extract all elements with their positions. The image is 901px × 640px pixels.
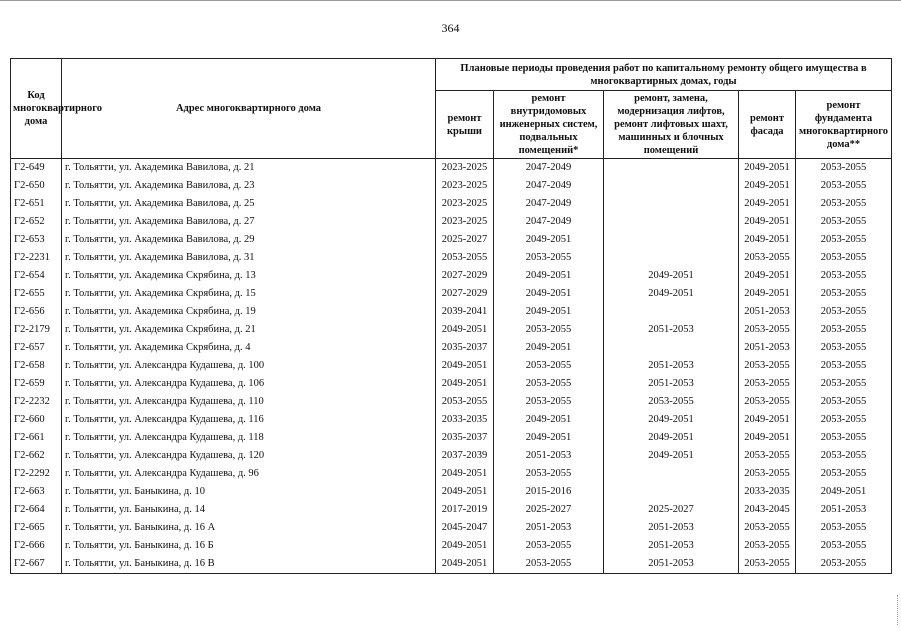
- cell-roof-period: 2035-2037: [436, 339, 494, 357]
- cell-address: г. Тольятти, ул. Александра Кудашева, д. 118: [62, 429, 436, 447]
- cell-engineering-period: 2047-2049: [494, 159, 604, 178]
- header-planned-periods: Плановые периоды проведения работ по капитальному ремонту общего имущества в многоквартирных домах, годы: [436, 59, 892, 91]
- cell-engineering-period: 2049-2051: [494, 231, 604, 249]
- cell-facade-period: 2051-2053: [739, 303, 796, 321]
- cell-engineering-period: 2053-2055: [494, 375, 604, 393]
- table-row: [11, 303, 892, 321]
- cell-address: г. Тольятти, ул. Александра Кудашева, д. 116: [62, 411, 436, 429]
- cell-engineering-period: 2047-2049: [494, 177, 604, 195]
- cell-engineering-period: 2049-2051: [494, 285, 604, 303]
- table-row: [11, 195, 892, 213]
- cell-facade-period: 2049-2051: [739, 285, 796, 303]
- cell-address: г. Тольятти, ул. Баныкина, д. 10: [62, 483, 436, 501]
- cell-facade-period: 2053-2055: [739, 537, 796, 555]
- table-header: [11, 59, 892, 159]
- table-row: [11, 267, 892, 285]
- cell-roof-period: 2023-2025: [436, 213, 494, 231]
- cell-engineering-period: 2051-2053: [494, 447, 604, 465]
- table-row: [11, 393, 892, 411]
- table-row: [11, 177, 892, 195]
- table-row: [11, 213, 892, 231]
- cell-address: г. Тольятти, ул. Александра Кудашева, д. 100: [62, 357, 436, 375]
- cell-code: Г2-667: [11, 555, 62, 574]
- cell-facade-period: 2053-2055: [739, 555, 796, 574]
- cell-roof-period: 2053-2055: [436, 393, 494, 411]
- cell-roof-period: 2025-2027: [436, 231, 494, 249]
- cell-lift-period: 2051-2053: [604, 555, 739, 574]
- cell-foundation-period: 2053-2055: [796, 537, 892, 555]
- cell-engineering-period: 2049-2051: [494, 411, 604, 429]
- cell-lift-period: [604, 465, 739, 483]
- header-code: Код многоквартирного дома: [11, 59, 62, 159]
- cell-foundation-period: 2053-2055: [796, 249, 892, 267]
- cell-foundation-period: 2053-2055: [796, 285, 892, 303]
- cell-engineering-period: 2049-2051: [494, 303, 604, 321]
- cell-address: г. Тольятти, ул. Академика Вавилова, д. 21: [62, 159, 436, 178]
- cell-roof-period: 2033-2035: [436, 411, 494, 429]
- cell-foundation-period: 2053-2055: [796, 519, 892, 537]
- cell-engineering-period: 2053-2055: [494, 321, 604, 339]
- cell-address: г. Тольятти, ул. Академика Вавилова, д. 27: [62, 213, 436, 231]
- cell-foundation-period: 2053-2055: [796, 267, 892, 285]
- cell-roof-period: 2039-2041: [436, 303, 494, 321]
- cell-lift-period: 2049-2051: [604, 411, 739, 429]
- cell-address: г. Тольятти, ул. Академика Вавилова, д. 31: [62, 249, 436, 267]
- cell-engineering-period: 2025-2027: [494, 501, 604, 519]
- cell-foundation-period: 2053-2055: [796, 159, 892, 178]
- cell-engineering-period: 2047-2049: [494, 213, 604, 231]
- cell-facade-period: 2049-2051: [739, 429, 796, 447]
- page-number: 364: [441, 21, 460, 35]
- cell-code: Г2-650: [11, 177, 62, 195]
- cell-facade-period: 2043-2045: [739, 501, 796, 519]
- cell-code: Г2-666: [11, 537, 62, 555]
- cell-code: Г2-2231: [11, 249, 62, 267]
- cell-lift-period: 2049-2051: [604, 267, 739, 285]
- cell-address: г. Тольятти, ул. Академика Скрябина, д. 21: [62, 321, 436, 339]
- cell-engineering-period: 2053-2055: [494, 465, 604, 483]
- cell-engineering-period: 2047-2049: [494, 195, 604, 213]
- cell-code: Г2-652: [11, 213, 62, 231]
- cell-code: Г2-657: [11, 339, 62, 357]
- cell-code: Г2-662: [11, 447, 62, 465]
- cell-engineering-period: 2049-2051: [494, 267, 604, 285]
- cell-engineering-period: 2049-2051: [494, 429, 604, 447]
- table-body: [11, 159, 892, 574]
- cell-address: г. Тольятти, ул. Александра Кудашева, д. 96: [62, 465, 436, 483]
- cell-engineering-period: 2053-2055: [494, 537, 604, 555]
- cell-lift-period: 2049-2051: [604, 429, 739, 447]
- cell-foundation-period: 2053-2055: [796, 177, 892, 195]
- cell-facade-period: 2053-2055: [739, 375, 796, 393]
- cell-facade-period: 2049-2051: [739, 213, 796, 231]
- cell-foundation-period: 2053-2055: [796, 429, 892, 447]
- table-row: [11, 537, 892, 555]
- cell-code: Г2-2232: [11, 393, 62, 411]
- table-row: [11, 501, 892, 519]
- cell-lift-period: 2051-2053: [604, 537, 739, 555]
- table-row: [11, 519, 892, 537]
- cell-foundation-period: 2053-2055: [796, 375, 892, 393]
- table-row: [11, 231, 892, 249]
- cell-roof-period: 2049-2051: [436, 375, 494, 393]
- cell-facade-period: 2053-2055: [739, 393, 796, 411]
- cell-code: Г2-659: [11, 375, 62, 393]
- top-rule: [0, 0, 901, 1]
- cell-foundation-period: 2053-2055: [796, 393, 892, 411]
- cell-address: г. Тольятти, ул. Академика Вавилова, д. 25: [62, 195, 436, 213]
- cell-facade-period: 2049-2051: [739, 195, 796, 213]
- cell-foundation-period: 2053-2055: [796, 303, 892, 321]
- cell-roof-period: 2049-2051: [436, 555, 494, 574]
- cell-lift-period: 2025-2027: [604, 501, 739, 519]
- cell-facade-period: 2053-2055: [739, 249, 796, 267]
- header-facade-repair: ремонт фасада: [739, 91, 796, 159]
- cell-roof-period: 2049-2051: [436, 537, 494, 555]
- cell-lift-period: [604, 303, 739, 321]
- cell-facade-period: 2049-2051: [739, 159, 796, 178]
- cell-code: Г2-658: [11, 357, 62, 375]
- cell-lift-period: [604, 339, 739, 357]
- cell-code: Г2-664: [11, 501, 62, 519]
- cell-facade-period: 2053-2055: [739, 519, 796, 537]
- table-row: [11, 159, 892, 178]
- table-row: [11, 411, 892, 429]
- cell-lift-period: [604, 213, 739, 231]
- header-roof-repair: ремонт крыши: [436, 91, 494, 159]
- table-row: [11, 555, 892, 574]
- cell-foundation-period: 2053-2055: [796, 339, 892, 357]
- cell-code: Г2-661: [11, 429, 62, 447]
- scan-edge-mark: [897, 595, 901, 625]
- table-row: [11, 321, 892, 339]
- capital-repair-schedule-table: [10, 58, 892, 574]
- cell-lift-period: [604, 177, 739, 195]
- cell-address: г. Тольятти, ул. Академика Вавилова, д. 23: [62, 177, 436, 195]
- cell-facade-period: 2049-2051: [739, 177, 796, 195]
- table-row: [11, 357, 892, 375]
- cell-roof-period: 2037-2039: [436, 447, 494, 465]
- table-row: [11, 285, 892, 303]
- cell-facade-period: 2053-2055: [739, 465, 796, 483]
- cell-lift-period: 2053-2055: [604, 393, 739, 411]
- cell-roof-period: 2023-2025: [436, 159, 494, 178]
- cell-address: г. Тольятти, ул. Баныкина, д. 16 А: [62, 519, 436, 537]
- header-lift-repair: ремонт, замена, модернизация лифтов, ремонт лифтовых шахт, машинных и блочных помещений: [604, 91, 739, 159]
- cell-lift-period: [604, 231, 739, 249]
- cell-engineering-period: 2049-2051: [494, 339, 604, 357]
- cell-lift-period: 2051-2053: [604, 357, 739, 375]
- cell-address: г. Тольятти, ул. Академика Скрябина, д. 13: [62, 267, 436, 285]
- cell-lift-period: 2051-2053: [604, 375, 739, 393]
- cell-lift-period: [604, 159, 739, 178]
- table-row: [11, 249, 892, 267]
- cell-code: Г2-651: [11, 195, 62, 213]
- cell-address: г. Тольятти, ул. Академика Вавилова, д. 29: [62, 231, 436, 249]
- cell-address: г. Тольятти, ул. Александра Кудашева, д. 110: [62, 393, 436, 411]
- cell-foundation-period: 2053-2055: [796, 195, 892, 213]
- cell-address: г. Тольятти, ул. Академика Скрябина, д. 15: [62, 285, 436, 303]
- cell-lift-period: [604, 195, 739, 213]
- cell-code: Г2-654: [11, 267, 62, 285]
- cell-lift-period: 2049-2051: [604, 447, 739, 465]
- cell-roof-period: 2049-2051: [436, 465, 494, 483]
- cell-address: г. Тольятти, ул. Баныкина, д. 14: [62, 501, 436, 519]
- cell-roof-period: 2045-2047: [436, 519, 494, 537]
- cell-engineering-period: 2015-2016: [494, 483, 604, 501]
- cell-code: Г2-653: [11, 231, 62, 249]
- cell-roof-period: 2049-2051: [436, 357, 494, 375]
- cell-facade-period: 2049-2051: [739, 411, 796, 429]
- cell-roof-period: 2027-2029: [436, 267, 494, 285]
- cell-foundation-period: 2053-2055: [796, 411, 892, 429]
- cell-foundation-period: 2049-2051: [796, 483, 892, 501]
- cell-facade-period: 2049-2051: [739, 267, 796, 285]
- cell-roof-period: 2053-2055: [436, 249, 494, 267]
- cell-code: Г2-663: [11, 483, 62, 501]
- cell-foundation-period: 2051-2053: [796, 501, 892, 519]
- cell-facade-period: 2033-2035: [739, 483, 796, 501]
- header-foundation-repair: ремонт фундамента многоквартирного дома**: [796, 91, 892, 159]
- cell-address: г. Тольятти, ул. Баныкина, д. 16 В: [62, 555, 436, 574]
- cell-foundation-period: 2053-2055: [796, 447, 892, 465]
- cell-foundation-period: 2053-2055: [796, 465, 892, 483]
- table-row: [11, 465, 892, 483]
- cell-address: г. Тольятти, ул. Академика Скрябина, д. 4: [62, 339, 436, 357]
- cell-facade-period: 2053-2055: [739, 321, 796, 339]
- cell-foundation-period: 2053-2055: [796, 555, 892, 574]
- cell-roof-period: 2017-2019: [436, 501, 494, 519]
- cell-foundation-period: 2053-2055: [796, 213, 892, 231]
- cell-roof-period: 2023-2025: [436, 177, 494, 195]
- cell-facade-period: 2051-2053: [739, 339, 796, 357]
- cell-lift-period: 2051-2053: [604, 321, 739, 339]
- cell-code: Г2-660: [11, 411, 62, 429]
- cell-foundation-period: 2053-2055: [796, 231, 892, 249]
- table-row: [11, 483, 892, 501]
- cell-foundation-period: 2053-2055: [796, 321, 892, 339]
- table-row: [11, 447, 892, 465]
- cell-facade-period: 2049-2051: [739, 231, 796, 249]
- cell-code: Г2-665: [11, 519, 62, 537]
- cell-foundation-period: 2053-2055: [796, 357, 892, 375]
- header-engineering-repair: ремонт внутридомовых инженерных систем, подвальных помещений*: [494, 91, 604, 159]
- cell-roof-period: 2049-2051: [436, 483, 494, 501]
- cell-facade-period: 2053-2055: [739, 357, 796, 375]
- cell-facade-period: 2053-2055: [739, 447, 796, 465]
- cell-address: г. Тольятти, ул. Академика Скрябина, д. 19: [62, 303, 436, 321]
- cell-lift-period: [604, 483, 739, 501]
- cell-code: Г2-655: [11, 285, 62, 303]
- cell-address: г. Тольятти, ул. Александра Кудашева, д. 120: [62, 447, 436, 465]
- cell-roof-period: 2023-2025: [436, 195, 494, 213]
- cell-lift-period: 2051-2053: [604, 519, 739, 537]
- table-row: [11, 339, 892, 357]
- table-row: [11, 429, 892, 447]
- cell-address: г. Тольятти, ул. Баныкина, д. 16 Б: [62, 537, 436, 555]
- cell-code: Г2-2292: [11, 465, 62, 483]
- cell-lift-period: [604, 249, 739, 267]
- cell-engineering-period: 2051-2053: [494, 519, 604, 537]
- cell-address: г. Тольятти, ул. Александра Кудашева, д. 106: [62, 375, 436, 393]
- cell-code: Г2-649: [11, 159, 62, 178]
- header-address: Адрес многоквартирного дома: [62, 59, 436, 159]
- cell-roof-period: 2049-2051: [436, 321, 494, 339]
- cell-engineering-period: 2053-2055: [494, 357, 604, 375]
- cell-engineering-period: 2053-2055: [494, 555, 604, 574]
- cell-engineering-period: 2053-2055: [494, 249, 604, 267]
- cell-roof-period: 2035-2037: [436, 429, 494, 447]
- cell-roof-period: 2027-2029: [436, 285, 494, 303]
- cell-code: Г2-656: [11, 303, 62, 321]
- table-row: [11, 375, 892, 393]
- cell-engineering-period: 2053-2055: [494, 393, 604, 411]
- cell-code: Г2-2179: [11, 321, 62, 339]
- cell-lift-period: 2049-2051: [604, 285, 739, 303]
